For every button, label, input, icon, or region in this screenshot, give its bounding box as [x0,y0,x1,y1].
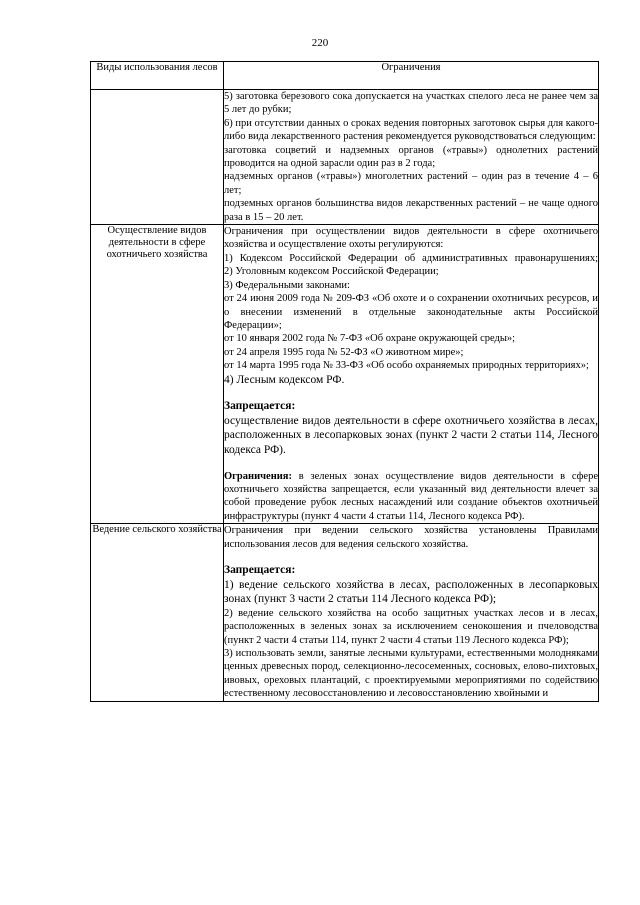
table-row [91,524,599,701]
row2-law-2: от 10 января 2002 года № 7-ФЗ «Об охране окружающей среды»; [224,333,516,345]
row1-left-cell [91,90,224,225]
row3-right-cell [224,524,599,701]
table-row [91,225,599,524]
row2-right-cell [224,225,599,524]
row2-item-4: 4) Лесным кодексом РФ. [224,373,345,386]
row3-intro: Ограничения при ведении сельского хозяйства установлены Правилами использования лесов для ведения сельского хозяйства. [224,525,598,550]
row2-item-2: 2) Уголовным кодексом Российской Федерации; [224,266,439,278]
row1-line-5: 5) заготовка березового сока допускается на участках спелого леса не ранее чем за 5 лет до рубки; [224,91,598,116]
spacer [224,458,598,470]
row2-item-3: 3) Федеральными законами: [224,279,350,291]
row3-prohibited-label: Запрещается: [224,563,296,576]
row2-limits-text: в зеленых зонах осуществление видов деятельности в сфере охотничьего хозяйства запрещается, если указанный вид деятельности влечет за собой проведение рубок лесных насаждений или создание объектов охотничьей инфраструктуры (пункт 4 части 4 статьи 114, Лесного кодекса РФ). [224,470,598,522]
row2-item-1: 1) Кодексом Российской Федерации об административных правонарушениях; [224,252,598,264]
row3-item-3: 3) использовать земли, занятые лесными культурами, естественными молодняками ценных древесных пород, селекционно-лесосеменных, сосновых, елово-пихтовых, ивовых, ореховых плантаций, с проектируемыми мероприятиями по содействию естественному лесовосстановлению и лесовосстановлению хвойными и [224,647,598,700]
row2-forest-use-type: Осуществление видов деятельности в сфере охотничьего хозяйства [91,225,224,524]
row3-item-1: 1) ведение сельского хозяйства в лесах, расположенных в лесопарковых зонах (пункт 3 части 2 статьи 114 Лесного кодекса РФ); [224,578,598,606]
row1-line-underground: подземных органов большинства видов лекарственных растений – не чаще одного раза в 15 – 20 лет. [224,198,598,223]
row1-line-annuals: заготовка соцветий и надземных органов («травы») однолетних растений проводится на одной зарасли один раз в 2 года; [224,144,598,170]
row3-forest-use-type: Ведение сельского хозяйства [91,524,224,701]
row2-law-4: от 14 марта 1995 года № 33-ФЗ «Об особо охраняемых природных территориях»; [224,360,589,372]
table-header-row [91,62,599,90]
row2-limits-paragraph [224,470,598,524]
spacer [224,551,598,563]
row2-prohibited-text: осуществление видов деятельности в сфере охотничьего хозяйства в лесах, расположенных в лесопарковых зонах (пункт 2 части 2 статьи 114, Лесного кодекса РФ). [224,414,598,456]
header-restrictions: Ограничения [224,62,599,90]
table-row [91,90,599,225]
row2-law-1: от 24 июня 2009 года № 209-ФЗ «Об охоте и о сохранении охотничьих ресурсов, и о внесении изменений в отдельные законодательные акты Российской Федерации»; [224,293,598,331]
header-forest-use-types: Виды использования лесов [91,62,224,90]
row3-item-2: 2) ведение сельского хозяйства на особо защитных участках лесов и в лесах, расположенных в зеленых зонах за исключением сенокошения и пчеловодства (пункт 2 части 4 статьи 114, пункт 2 части 4 статьи 119 Лесного кодекса РФ); [224,607,598,646]
row1-right-cell [224,90,599,225]
row1-line-perennials: надземных органов («травы») многолетних растений – один раз в течение 4 – 6 лет; [224,171,598,196]
restrictions-table [90,61,599,702]
spacer [224,387,598,399]
row2-limits-label: Ограничения: [224,470,292,482]
row2-prohibited-label: Запрещается: [224,400,296,413]
row2-intro: Ограничения при осуществлении видов деятельности в сфере охотничьего хозяйства и осуществление охоты регулируются: [224,226,598,251]
row1-line-6: 6) при отсутствии данных о сроках ведения повторных заготовок сырья для какого-либо вида лекарственного растения рекомендуется руководствоваться следующим: [224,117,598,143]
row2-law-3: от 24 апреля 1995 года № 52-ФЗ «О животном мире»; [224,346,464,358]
page-number: 220 [311,37,329,49]
